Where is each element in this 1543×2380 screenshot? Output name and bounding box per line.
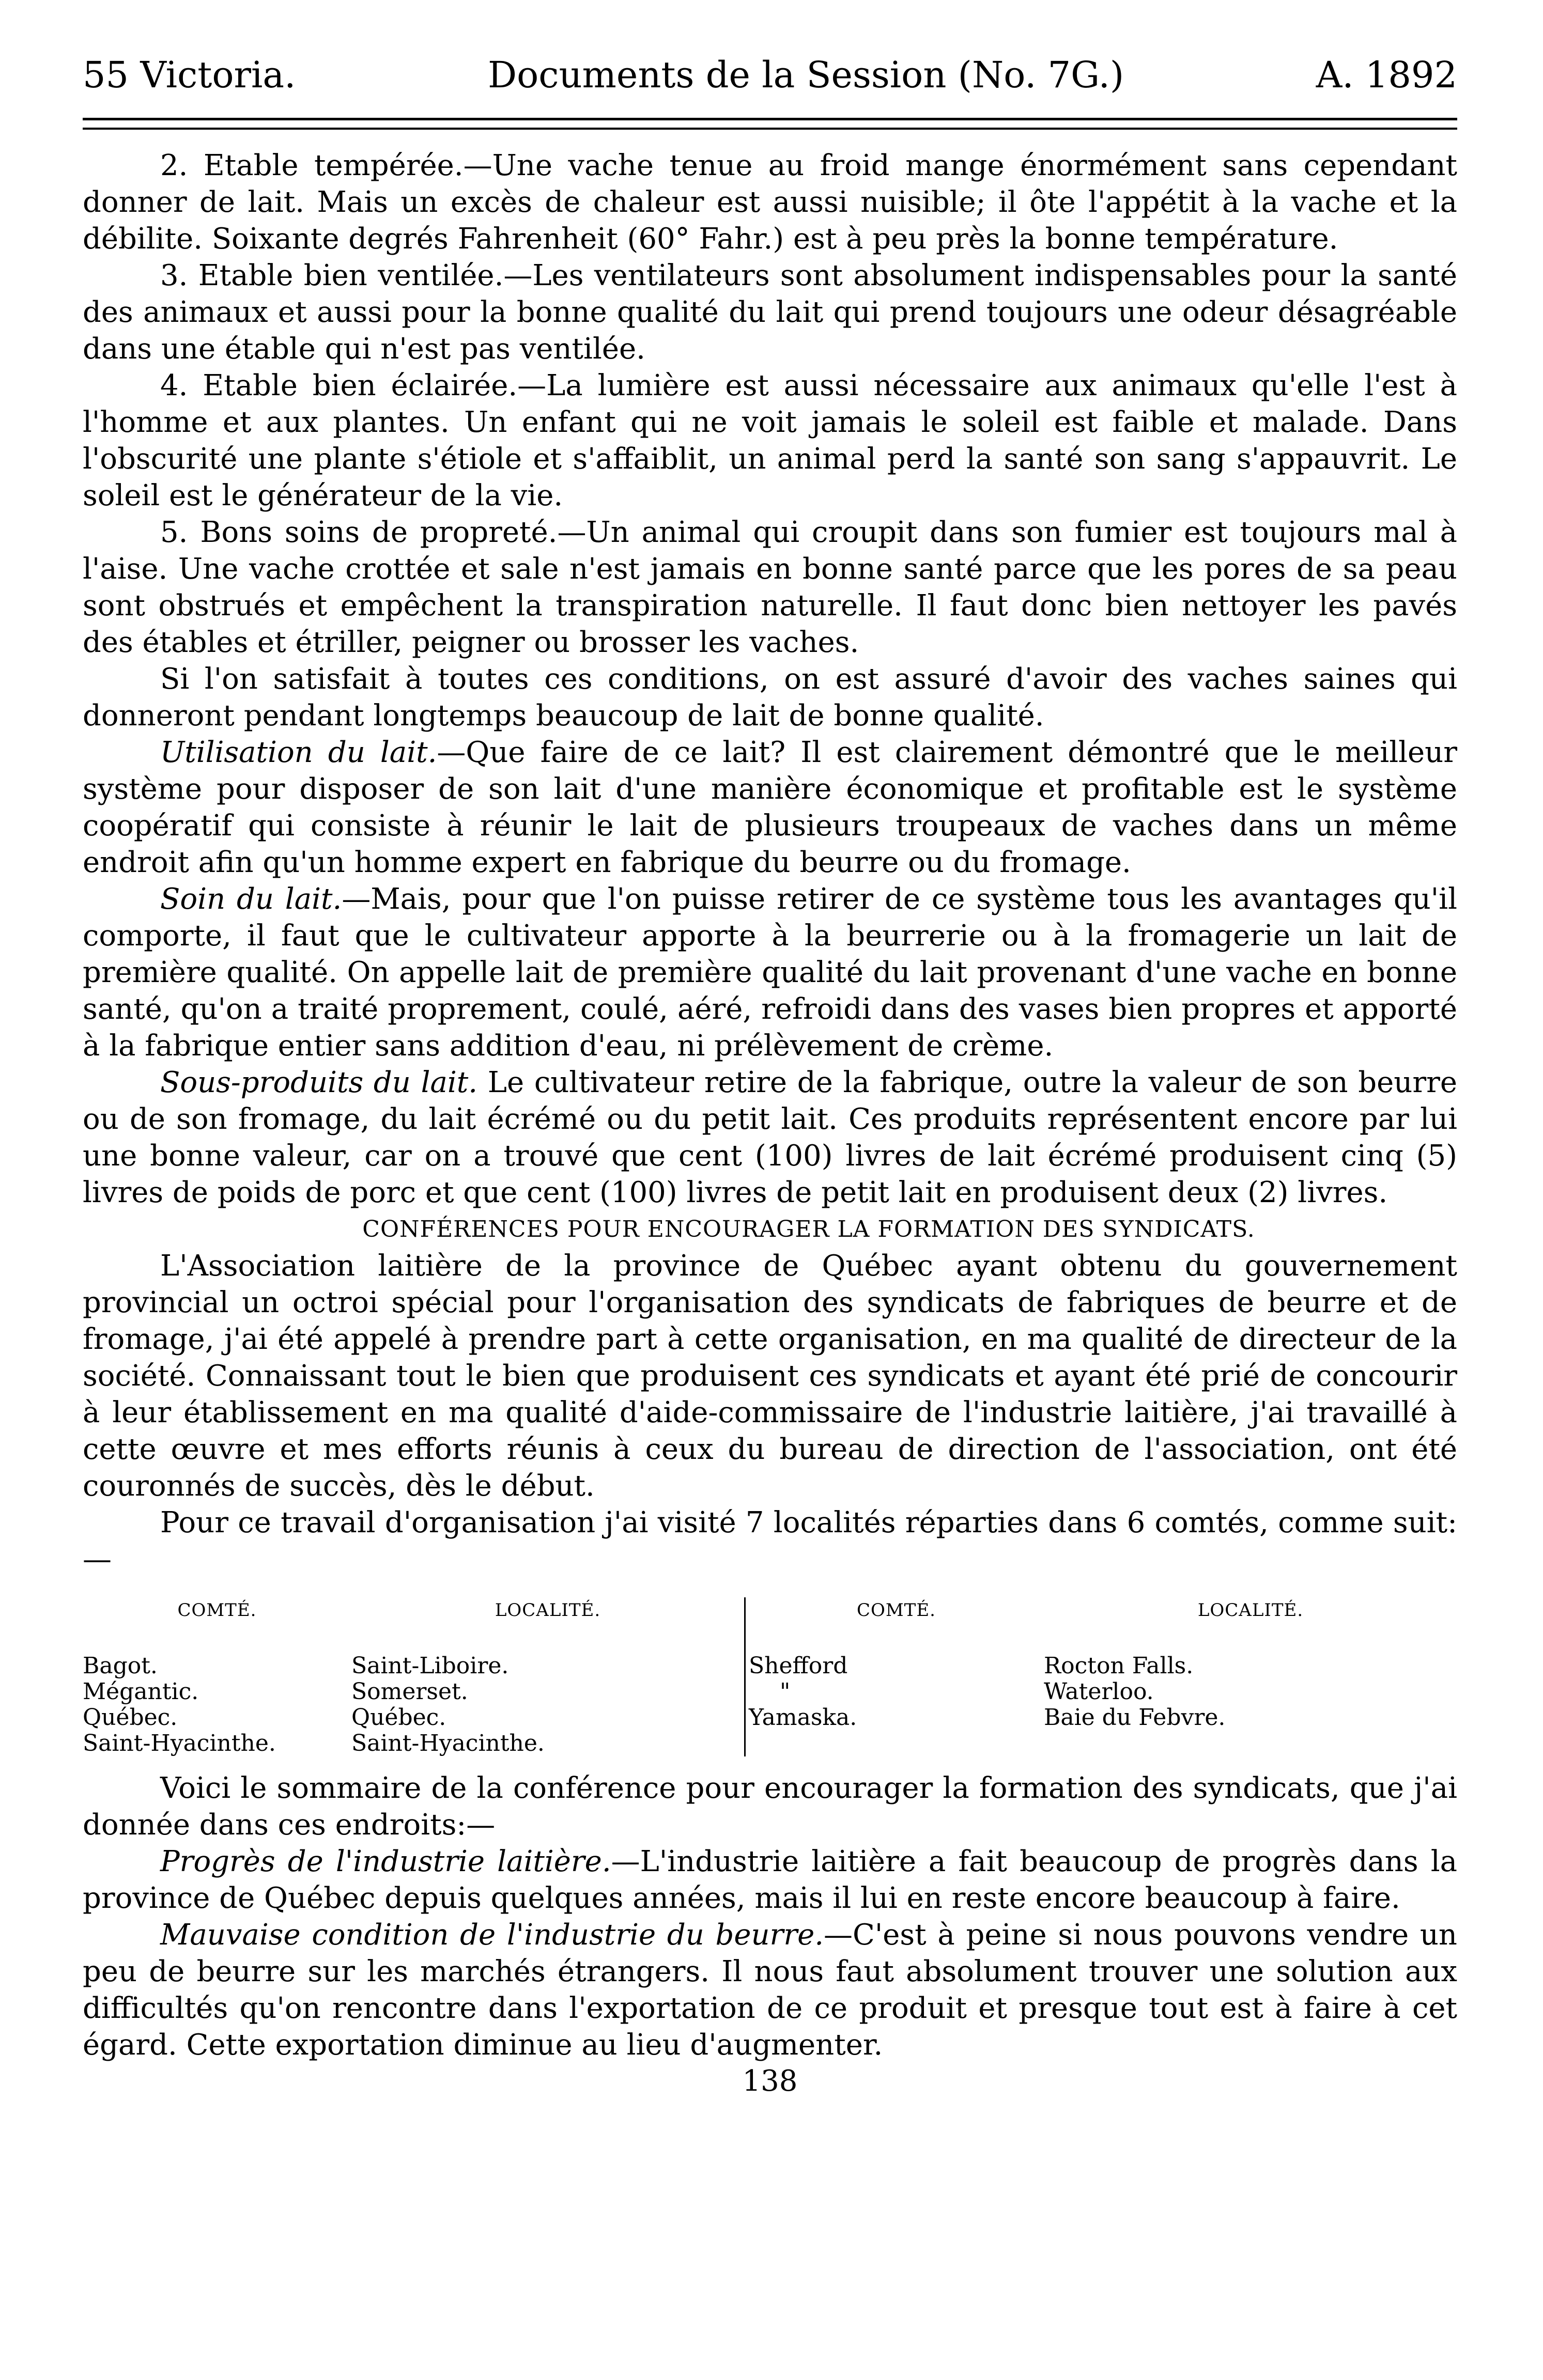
page-number: 138 <box>742 2064 798 2098</box>
paragraph: Voici le sommaire de la conférence pour encourager la formation des syndicats, que j'ai donnée dans ces endroits:— <box>83 1771 1457 1842</box>
section-heading: CONFÉRENCES POUR ENCOURAGER LA FORMATION DES SYNDICATS. <box>362 1216 1255 1242</box>
table-header: LOCALITÉ. <box>1197 1600 1304 1621</box>
paragraph: Si l'on satisfait à toutes ces conditions, on est assuré d'avoir des vaches saines qui donneront pendant longtemps beaucoup de lait de bonne qualité. <box>83 662 1457 733</box>
table-cell: Shefford <box>744 1653 1044 1679</box>
table-cell <box>744 1731 1044 1756</box>
paragraph: Soin du lait.—Mais, pour que l'on puisse retirer de ce système tous les avantages qu'il comporte, il faut que le cultivateur apporte à la beurrerie ou à la fromagerie un lait de première qualité. On appelle lait de première qualité du lait provenant d'une vache en bonne santé, qu'on a traité proprement, coulé, aéré, refroidi dans des vases bien propres et apporté à la fabrique entier sans addition d'eau, ni prélèvement de crème. <box>83 882 1457 1063</box>
document-page <box>83 54 1457 2098</box>
table-cell: Waterloo. <box>1044 1678 1154 1705</box>
paragraph-lead: Utilisation du lait. <box>160 736 437 769</box>
header-left: 55 Victoria. <box>83 54 296 96</box>
paragraph-lead: Mauvaise condition de l'industrie du beurre. <box>160 1918 824 1952</box>
table-header: COMTÉ. <box>744 1597 1044 1653</box>
table-cell: " <box>744 1679 1044 1705</box>
paragraph-lead: Progrès de l'industrie laitière. <box>160 1845 611 1878</box>
table-cell: Rocton Falls. <box>1044 1653 1194 1679</box>
paragraph: Pour ce travail d'organisation j'ai visité 7 localités réparties dans 6 comtés, comme suit:— <box>83 1506 1457 1576</box>
paragraph: Sous-produits du lait. Le cultivateur retire de la fabrique, outre la valeur de son beurre ou de son fromage, du lait écrémé ou du petit lait. Ces produits représentent encore par lui une bonne valeur, car on a trouvé que cent (100) livres de lait écrémé produisent cinq (5) livres de poids de porc et que cent (100) livres de petit lait en produisent deux (2) livres. <box>83 1066 1457 1209</box>
table-cell: Mégantic. <box>83 1678 199 1705</box>
paragraph: Progrès de l'industrie laitière.—L'industrie laitière a fait beaucoup de progrès dans la province de Québec depuis quelques années, mais il lui en reste encore beaucoup à faire. <box>83 1845 1457 1915</box>
paragraph-lead: Soin du lait. <box>160 882 342 916</box>
paragraph: 3. Etable bien ventilée.—Les ventilateurs sont absolument indispensables pour la santé des animaux et aussi pour la bonne qualité du lait qui prend toujours une odeur désagréable dans une étable qui n'est pas ventilée. <box>83 259 1457 366</box>
table-header: COMTÉ. <box>177 1600 257 1621</box>
header-rule-top <box>83 118 1457 120</box>
header-center: Documents de la Session (No. 7G.) <box>487 54 1124 96</box>
table-cell: Québec. <box>351 1704 446 1731</box>
table-cell: Saint-Hyacinthe. <box>83 1730 276 1756</box>
table-cell: Bagot. <box>83 1653 158 1679</box>
table-cell: Somerset. <box>351 1678 468 1705</box>
header-rule-bottom <box>83 128 1457 130</box>
running-header <box>83 54 1457 96</box>
paragraph: 2. Etable tempérée.—Une vache tenue au froid mange énormément sans cependant donner de lait. Mais un excès de chaleur est aussi nuisible; il ôte l'appétit à la vache et la débilite. Soixante degrés Fahrenheit (60° Fahr.) est à peu près la bonne température. <box>83 149 1457 256</box>
table-cell: Baie du Febvre. <box>1044 1704 1226 1731</box>
table-cell: Yamaska. <box>744 1705 1044 1731</box>
county-table <box>83 1597 1457 1756</box>
table-cell: Saint-Liboire. <box>351 1653 509 1679</box>
paragraph: Mauvaise condition de l'industrie du beurre.—C'est à peine si nous pouvons vendre un peu de beurre sur les marchés étrangers. Il nous faut absolument trouver une solution aux difficultés qu'on rencontre dans l'exportation de ce produit et presque tout est à faire à cet égard. Cette exportation diminue au lieu d'augmenter. <box>83 1918 1457 2062</box>
paragraph-lead: Sous-produits du lait. <box>160 1066 478 1099</box>
paragraph: L'Association laitière de la province de Québec ayant obtenu du gouvernement provincial un octroi spécial pour l'organisation des syndicats de fabriques de beurre et de fromage, j'ai été appelé à prendre part à cette organisation, en ma qualité de directeur de la société. Connaissant tout le bien que produisent ces syndicats et ayant été prié de concourir à leur établissement en ma qualité d'aide-commissaire de l'industrie laitière, j'ai travaillé à cette œuvre et mes efforts réunis à ceux du bureau de direction de l'association, ont été couronnés de succès, dès le début. <box>83 1249 1457 1503</box>
table-cell: Québec. <box>83 1704 178 1731</box>
paragraph: 5. Bons soins de propreté.—Un animal qui croupit dans son fumier est toujours mal à l'aise. Une vache crottée et sale n'est jamais en bonne santé parce que les pores de sa peau sont obstrués et empêchent la transpiration naturelle. Il faut donc bien nettoyer les pavés des étables et étriller, peigner ou brosser les vaches. <box>83 516 1457 659</box>
paragraph: Utilisation du lait.—Que faire de ce lait? Il est clairement démontré que le meilleur système pour disposer de son lait d'une manière économique et profitable est le système coopératif qui consiste à réunir le lait de plusieurs troupeaux de vaches dans un même endroit afin qu'un homme expert en fabrique du beurre ou du fromage. <box>83 736 1457 879</box>
body-text <box>83 147 1457 2063</box>
table-header: LOCALITÉ. <box>495 1600 601 1621</box>
paragraph: 4. Etable bien éclairée.—La lumière est aussi nécessaire aux animaux qu'elle l'est à l'homme et aux plantes. Un enfant qui ne voit jamais le soleil est faible et malade. Dans l'obscurité une plante s'étiole et s'affaiblit, un animal perd la santé son sang s'appauvrit. Le soleil est le générateur de la vie. <box>83 369 1457 512</box>
table-cell <box>1044 1731 1457 1756</box>
table-cell: Saint-Hyacinthe. <box>351 1730 545 1756</box>
header-right: A. 1892 <box>1316 54 1457 96</box>
